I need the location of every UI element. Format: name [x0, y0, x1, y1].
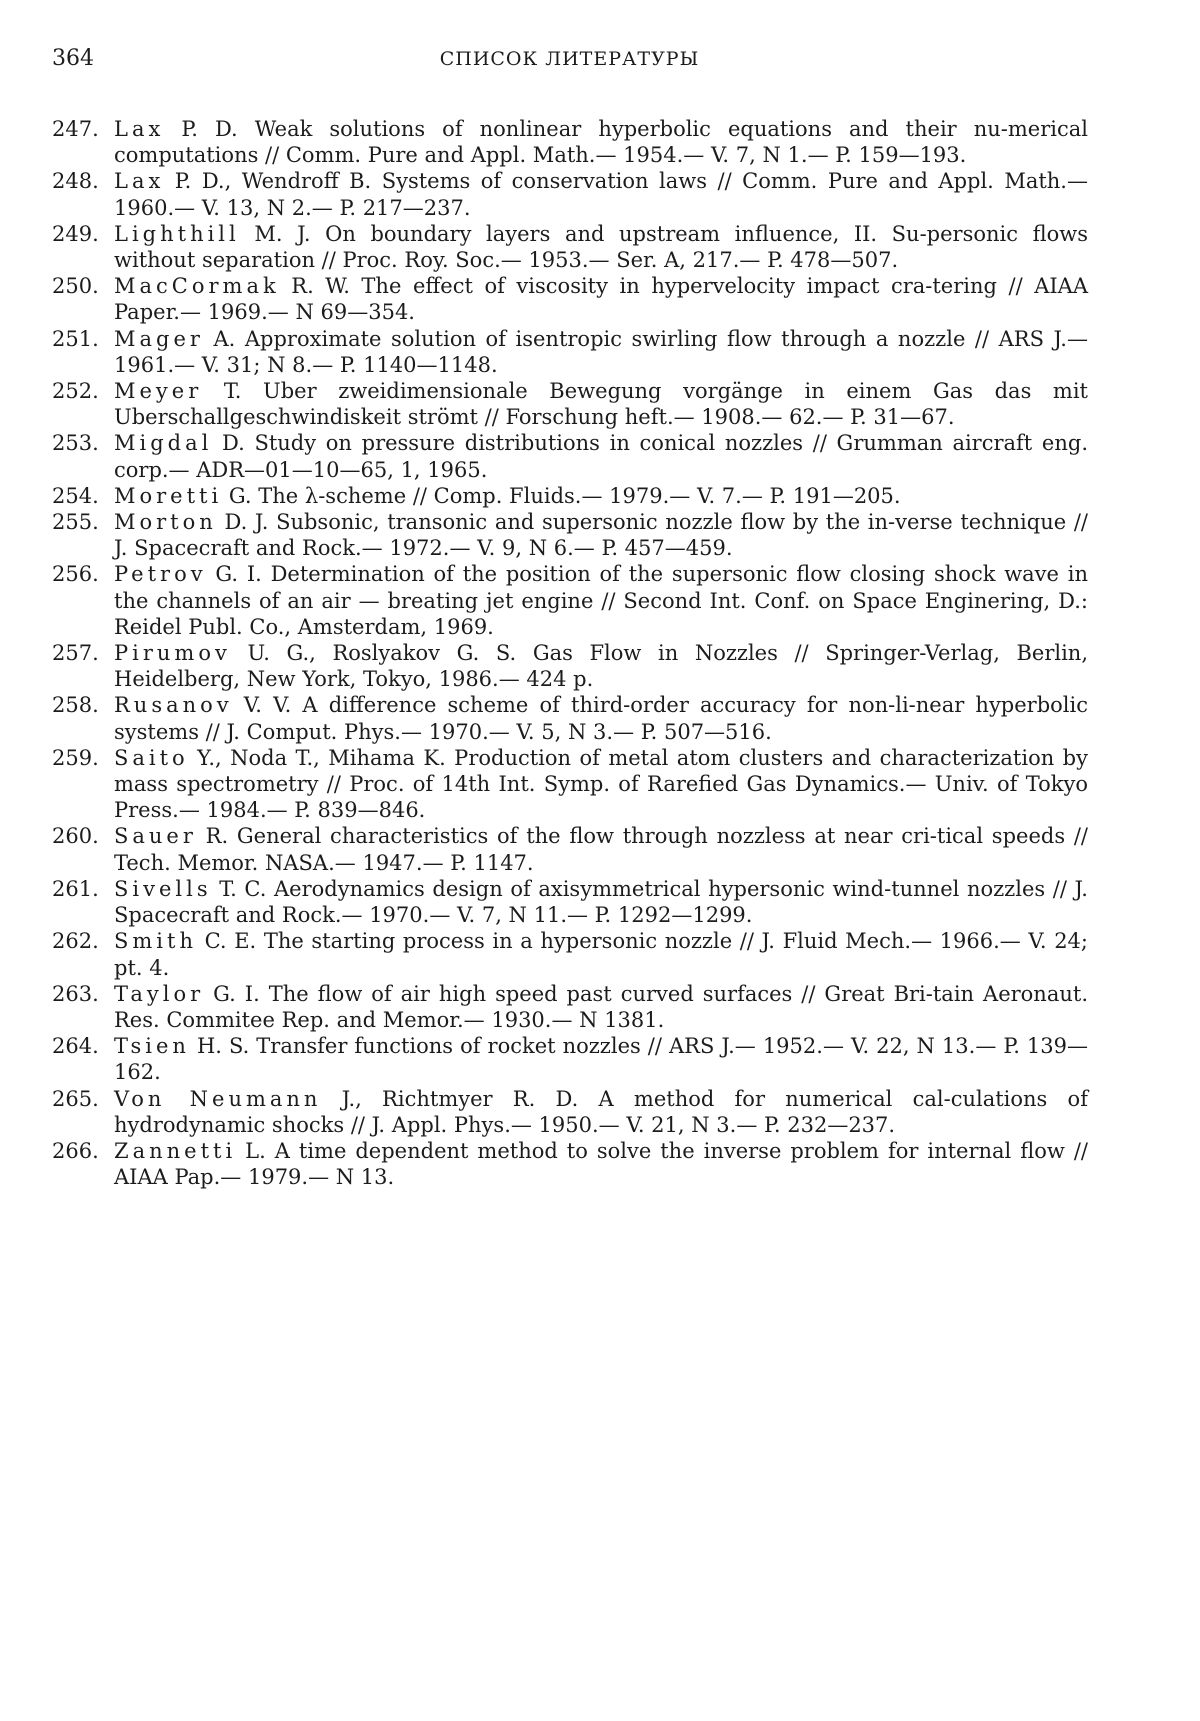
reference-item	[52, 273, 1088, 325]
reference-item	[52, 1086, 1088, 1138]
reference-number: 263.	[52, 981, 99, 1006]
reference-body	[114, 1086, 1088, 1138]
reference-body	[114, 273, 1088, 325]
reference-number: 251.	[52, 326, 99, 351]
reference-number: 260.	[52, 824, 99, 849]
reference-body	[114, 326, 1088, 378]
reference-number: 261.	[52, 876, 99, 901]
reference-text: Y., Noda T., Mihama K. Production of metal atom clusters and characterization by mass spectrometry // Proc. of 14th Int. Symp. of Rarefied Gas Dynamics.— Univ. of Tokyo Press.— 1984.— P. 839—846.	[114, 745, 1088, 823]
page-header	[52, 46, 1087, 78]
reference-number: 262.	[52, 929, 99, 954]
reference-body	[114, 430, 1088, 482]
reference-text: G. I. Determination of the position of the supersonic flow closing shock wave in the channels of an air — breating jet engine // Second Int. Conf. on Space Enginering, D.: Reidel Publ. Co., Amsterdam, 1969.	[114, 562, 1088, 639]
reference-item	[52, 561, 1088, 640]
reference-item	[52, 116, 1088, 168]
reference-text: R. W. The effect of viscosity in hypervelocity impact cra-tering // AIAA Paper.— 1969.— N 69—354.	[114, 274, 1088, 325]
reference-body	[114, 692, 1088, 744]
reference-author: Saito	[114, 745, 189, 770]
reference-author: Lax	[114, 169, 165, 194]
reference-number: 257.	[52, 641, 99, 666]
reference-text: C. E. The starting process in a hypersonic nozzle // J. Fluid Mech.— 1966.— V. 24; pt. 4.	[114, 929, 1088, 980]
reference-number: 250.	[52, 274, 99, 299]
reference-body	[114, 823, 1088, 875]
reference-text: P. D. Weak solutions of nonlinear hyperbolic equations and their nu-merical computations // Comm. Pure and Appl. Math.— 1954.— V. 7, N 1.— P. 159—193.	[114, 117, 1088, 168]
reference-item	[52, 483, 1088, 509]
reference-text: T. C. Aerodynamics design of axisymmetrical hypersonic wind-tunnel nozzles // J. Spacecraft and Rock.— 1970.— V. 7, N 11.— P. 1292—1299.	[114, 876, 1088, 928]
reference-author: Sauer	[114, 824, 197, 849]
reference-number: 255.	[52, 510, 99, 535]
reference-item	[52, 823, 1088, 875]
reference-author: Migdal	[114, 431, 213, 456]
reference-author: Von Neumann	[114, 1086, 322, 1111]
reference-author: Lax	[114, 117, 165, 141]
reference-number: 264.	[52, 1034, 99, 1059]
reference-text: G. I. The flow of air high speed past curved surfaces // Great Bri-tain Aeronaut. Res. Commitee Rep. and Memor.— 1930.— N 1381.	[114, 981, 1088, 1032]
reference-text: D. J. Subsonic, transonic and supersonic nozzle flow by the in-verse technique // J. Spacecraft and Rock.— 1972.— V. 9, N 6.— P. 457—459.	[114, 510, 1088, 561]
reference-number: 254.	[52, 483, 99, 508]
reference-item	[52, 1138, 1088, 1190]
reference-list	[52, 116, 1088, 1190]
reference-author: Sivells	[114, 876, 212, 901]
reference-body	[114, 168, 1088, 220]
reference-text: T. Uber zweidimensionale Bewegung vorgänge in einem Gas das mit Uberschallgeschwindiskeit strömt // Forschung heft.— 1908.— 62.— P. 31—67.	[114, 379, 1088, 430]
reference-body	[114, 640, 1088, 692]
reference-text: D. Study on pressure distributions in conical nozzles // Grumman aircraft eng. corp.— ADR—01—10—65, 1, 1965.	[114, 431, 1088, 482]
reference-item	[52, 509, 1088, 561]
reference-author: Mager	[114, 326, 204, 351]
reference-author: MacCormak	[114, 274, 280, 299]
reference-text: J., Richtmyer R. D. A method for numerical cal-culations of hydrodynamic shocks // J. Appl. Phys.— 1950.— V. 21, N 3.— P. 232—237.	[114, 1086, 1088, 1137]
reference-body	[114, 1138, 1088, 1190]
reference-number: 258.	[52, 693, 99, 718]
reference-text: R. General characteristics of the flow through nozzless at near cri-tical speeds // Tech. Memor. NASA.— 1947.— P. 1147.	[114, 824, 1088, 875]
reference-item	[52, 221, 1088, 273]
reference-number: 247.	[52, 117, 99, 141]
reference-author: Zannetti	[114, 1138, 237, 1163]
reference-text: M. J. On boundary layers and upstream influence, II. Su-personic flows without separation // Proc. Roy. Soc.— 1953.— Ser. A, 217.— P. 478—507.	[114, 221, 1088, 273]
reference-number: 248.	[52, 169, 99, 194]
reference-author: Smith	[114, 929, 197, 954]
reference-author: Lighthill	[114, 221, 240, 246]
reference-text: U. G., Roslyakov G. S. Gas Flow in Nozzles // Springer-Verlag, Berlin, Heidelberg, New York, Tokyo, 1986.— 424 p.	[114, 641, 1088, 692]
reference-body	[114, 378, 1088, 430]
reference-body	[114, 981, 1088, 1033]
reference-body	[114, 876, 1088, 928]
reference-author: Petrov	[114, 562, 207, 587]
reference-item	[52, 326, 1088, 378]
reference-text: P. D., Wendroff B. Systems of conservation laws // Comm. Pure and Appl. Math.— 1960.— V. 13, N 2.— P. 217—237.	[114, 169, 1088, 220]
reference-body	[114, 561, 1088, 640]
reference-item	[52, 640, 1088, 692]
reference-body	[114, 221, 1088, 273]
reference-item	[52, 692, 1088, 744]
reference-author: Morton	[114, 510, 217, 535]
reference-number: 249.	[52, 221, 99, 246]
reference-body	[114, 509, 1088, 561]
reference-author: Tsien	[114, 1034, 190, 1059]
reference-author: Pirumov	[114, 641, 231, 666]
running-title: СПИСОК ЛИТЕРАТУРЫ	[439, 48, 700, 70]
reference-text: G. The λ-scheme // Comp. Fluids.— 1979.— V. 7.— P. 191—205.	[222, 483, 901, 508]
reference-number: 259.	[52, 745, 99, 770]
reference-body	[114, 745, 1088, 824]
reference-item	[52, 928, 1088, 980]
reference-item	[52, 168, 1088, 220]
reference-item	[52, 430, 1088, 482]
reference-number: 266.	[52, 1138, 99, 1163]
reference-text: V. V. A difference scheme of third-order accuracy for non-li-near hyperbolic systems // J. Comput. Phys.— 1970.— V. 5, N 3.— P. 507—516.	[114, 693, 1088, 744]
reference-number: 265.	[52, 1086, 99, 1111]
reference-item	[52, 1033, 1088, 1085]
reference-number: 253.	[52, 431, 99, 456]
reference-text: L. A time dependent method to solve the inverse problem for internal flow // AIAA Pap.— 1979.— N 13.	[114, 1138, 1088, 1190]
reference-body	[114, 928, 1088, 980]
reference-author: Moretti	[114, 483, 223, 508]
reference-item	[52, 378, 1088, 430]
reference-author: Taylor	[114, 981, 205, 1006]
reference-author: Rusanov	[114, 693, 233, 718]
reference-item	[52, 981, 1088, 1033]
reference-text: A. Approximate solution of isentropic swirling flow through a nozzle // ARS J.— 1961.— V. 31; N 8.— P. 1140—1148.	[114, 326, 1088, 377]
reference-body	[114, 116, 1088, 168]
reference-text: H. S. Transfer functions of rocket nozzles // ARS J.— 1952.— V. 22, N 13.— P. 139—162.	[114, 1034, 1088, 1085]
reference-item	[52, 876, 1088, 928]
reference-author: Meyer	[114, 379, 203, 404]
page-number: 364	[52, 46, 94, 71]
reference-body	[114, 1033, 1088, 1085]
reference-number: 256.	[52, 562, 99, 587]
reference-body	[114, 483, 1088, 509]
reference-number: 252.	[52, 379, 99, 404]
reference-item	[52, 745, 1088, 824]
